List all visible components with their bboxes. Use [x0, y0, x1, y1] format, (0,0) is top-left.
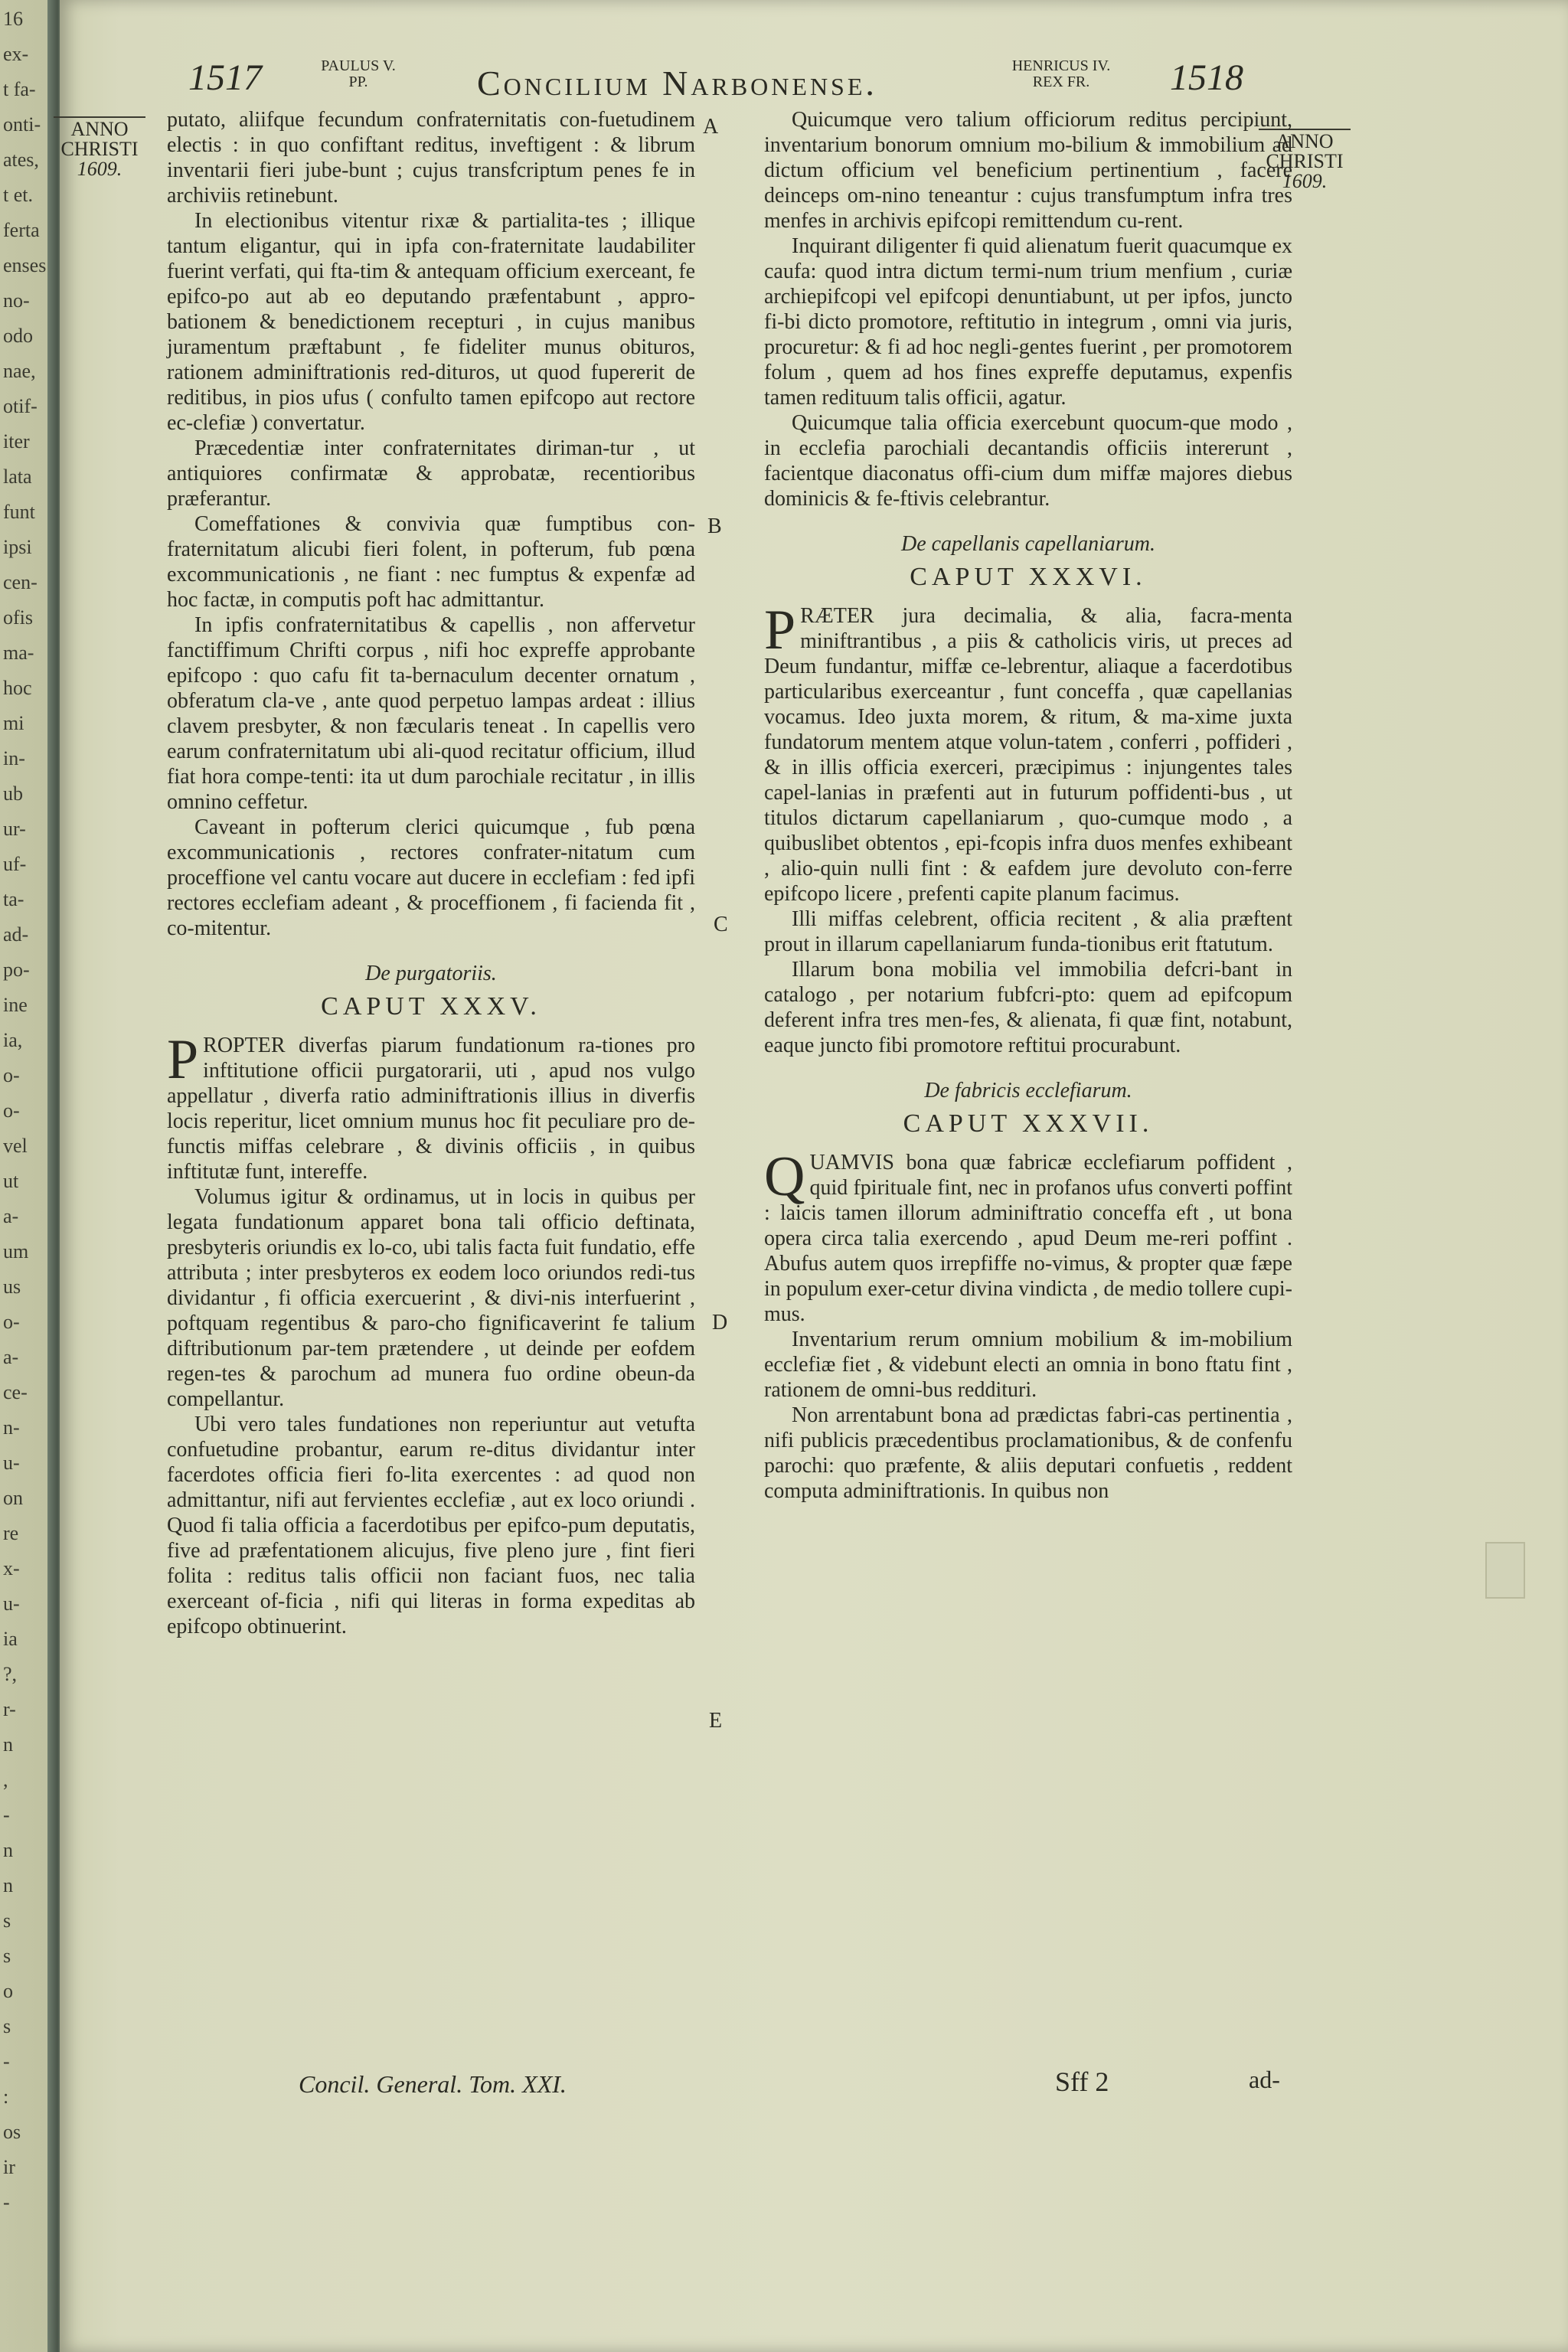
previous-page-fragment: - [3, 2191, 10, 2213]
book-page [60, 0, 1568, 2352]
previous-page-fragment: a- [3, 1346, 19, 1368]
paragraph: In electionibus vitentur rixæ & partialita-tes ; illique tantum eligantur, qui in ipfa con-fraternitate laudabiliter fuerint verfati, qui fta-tim & antequam officium exerceant, fe epifco-po aut ab eo deputando præfentabunt , appro-bationem & benedictionem recepturi , in cujus manibus juramentum præftabunt , fe fideliter munus obituros, rationem adminiftrationis red-dituros, ut quod fupererit de reditibus, in pios ufus ( confulto tamen epifcopo aut rectore ec-clefiæ ) convertatur. [167, 209, 695, 435]
previous-page-fragment: o [3, 1980, 13, 2002]
previous-page-fragment: s [3, 1945, 11, 1967]
previous-page-fragment: x- [3, 1557, 20, 1579]
paragraph: Inventarium rerum omnium mobilium & im-mobilium ecclefiæ fiet , & videbunt electi an omnia in bono ftatu fint , rationem de omni-bus reddituri. [764, 1328, 1292, 1402]
chapter-heading: CAPUT XXXVII. [903, 1109, 1154, 1138]
paragraph: Volumus igitur & ordinamus, ut in locis in quibus per legata fundationum apparet bona tali officio deftinata, presbyteris oriundis ex lo-co, ubi talis facta fuit fundatio, effe attributa ; inter presbyteros ex eodem loco oriundos redi-tus dividantur , fi officia exercuerint , & divi-nis interfuerint , poftquam regentibus & paro-cho fignificaverint fe talium diftributionum par-tem prætendere , ut deinde per eofdem regen-tes & parochum ad munera fuo ordine obeun-da compellantur. [167, 1185, 695, 1411]
previous-page-fragment: ad- [3, 923, 29, 946]
previous-page-fragment: u- [3, 1592, 20, 1615]
paragraph: Inquirant diligenter fi quid alienatum fuerit quacumque ex caufa: quod intra dictum termi-num trium menfium , curiæ archiepifcopi vel epifcopi denuntiabunt, ut per ipfos, juncto fi-bi dicto promotore, reftitutio in integrum , omni via juris, procuretur: & fi ad hoc negli-gentes fuerint , per promotorem folum , quem ad hos fines expreffe deputamus, expenfis tamen redituum talis officii, agatur. [764, 234, 1292, 410]
running-title: Concilium Narbonense. [477, 64, 877, 103]
paragraph: Caveant in pofterum clerici quicumque , fub pœna excommunicationis , rectores confrater-nitatum cum proceffione vel cantu vocare aut ducere in ecclefiam : fed ipfi rectores ecclefiam adeant , & proceffionem , fi facienda fit , co-mitentur. [167, 815, 695, 940]
previous-page-fragment: ex- [3, 43, 29, 65]
page-number-right: 1518 [1170, 57, 1243, 98]
paragraph: Illi miffas celebrent, officia recitent , & alia præftent prout in illarum capellaniarum funda-tionibus erit ftatutum. [764, 907, 1292, 956]
left-column [167, 107, 695, 1639]
previous-page-fragment: o- [3, 1064, 20, 1086]
previous-page-fragment: n [3, 1874, 13, 1896]
previous-page-fragment: uf- [3, 853, 27, 875]
paragraph: putato, aliifque fecundum confraternitatis con-fuetudinem electis : in quo confiftant reditus, inveftigent : & librum inventarii fieri jube-bunt ; cujus transfcriptum penes fe in archiviis retinebunt. [167, 108, 695, 207]
previous-page-fragment: t et. [3, 184, 33, 206]
paragraph: In ipfis confraternitatibus & capellis , non affervetur fanctiffimum Chrifti corpus , nifi hoc expreffe approbante epifcopo : quo cafu fit ta-bernaculum decenter ornatum , obferatum cla-ve , ante quod perpetuo lampas ardeat : illius clavem presbyter, & non fæcularis teneat . In capellis vero earum confraternitatum ubi ali-quod recitatur officium, illud fiat hora compe-tenti: ita ut dum parochiale recitatur , in illis omnino ceffetur. [167, 613, 695, 814]
paragraph: PRÆTER jura decimalia, & alia, facra-menta miniftrantibus , a piis & catholicis viris, ut preces ad Deum fundantur, miffæ ce-lebrentur, aliaque a facerdotibus particularibus exerceantur , funt conceffa , quæ capellanias vocamus. Ideo juxta morem, & ritum, & ma-xime juxta fundatorum mentem atque volun-tatem , conferri , poffideri , & in illis officia exerceri, præcipimus : injungentes tales capel-lanias in præfenti aut in futurum poffidenti-bus , ut titulos dictarum capellaniarum , quo-cumque modo , a quibuslibet obtentos , epi-fcopis infra duos menfes exhibeant , alio-quin nulli fint : & eafdem jure devoluto con-ferre epifcopo licere , prefenti capite planum facimus. [764, 599, 1292, 906]
previous-page-fragment: otif- [3, 395, 38, 417]
previous-page-fragment: um [3, 1240, 29, 1263]
previous-page-fragment: r- [3, 1698, 16, 1720]
drop-cap: P [764, 599, 796, 662]
previous-page-fragment: hoc [3, 677, 32, 699]
previous-page-fragment: us [3, 1276, 21, 1298]
margin-letter-d: D [712, 1311, 728, 1334]
header-pope: PAULUS V. PP. [321, 57, 396, 90]
page-header [60, 46, 1568, 107]
previous-page-fragment: ur- [3, 818, 26, 840]
previous-page-fragment: ipsi [3, 536, 32, 558]
previous-page-fragment: o- [3, 1311, 20, 1333]
paragraph: Quicumque vero talium officiorum reditus percipiunt, inventarium bonorum omnium mo-bilium & immobilium ad dictum officium vel beneficium pertinentium , facere deinceps om-nino teneantur : cujus transfumptum infra tres menfes in archivis epifcopi remittendum cu-rent. [764, 108, 1292, 233]
paragraph: Quicumque talia officia exercebunt quocum-que modo , in ecclefia parochiali decantandis officiis intererunt , facientque diaconatus offi-cium dum miffæ majores diebus dominicis & fe-ftivis celebrantur. [764, 411, 1292, 511]
previous-page-fragment: enses [3, 254, 47, 276]
previous-page-fragment: - [3, 1804, 10, 1826]
drop-cap: P [167, 1028, 199, 1091]
previous-page-fragment: ?, [3, 1663, 18, 1685]
margin-letter-c: C [714, 913, 728, 936]
previous-page-fragment: ferta [3, 219, 40, 241]
previous-page-fragment: ir [3, 2156, 15, 2178]
previous-page-fragment: - [3, 2050, 10, 2073]
paragraph: PROPTER diverfas piarum fundationum ra-tiones pro inftitutione officii purgatorarii, uti , apud nos vulgo appellatur , diverfa ratio adminiftrationis illius in diverfis locis reperitur, licet omnium munus hoc fit peculiare pro de-functis miffas celebrare , & divinis officiis , in quibus inftitutæ funt, intereffe. [167, 1028, 695, 1184]
previous-page-fragment: ofis [3, 606, 33, 629]
previous-page-fragment: n- [3, 1416, 20, 1439]
anno-christi-left: ANNO CHRISTI 1609. [54, 116, 145, 179]
previous-page-fragment: : [3, 2086, 9, 2108]
anno-christi-right: ANNO CHRISTI 1609. [1259, 129, 1351, 191]
previous-page-fragment: nae, [3, 360, 36, 382]
chapter-heading: CAPUT XXXVI. [910, 563, 1147, 591]
page-number-left: 1517 [188, 57, 262, 98]
paragraph: Illarum bona mobilia vel immobilia defcri-bant in catalogo , per notarium fubfcri-pto: quem ad epifcopum deferent infra tres men-fes, & alienata, fi quæ fint, notabunt, eaque juncto fibi promotore reftitui procurabunt. [764, 958, 1292, 1057]
drop-cap: Q [764, 1145, 805, 1208]
paragraph: Comeffationes & convivia quæ fumptibus con-fraternitatum alicubi fieri folent, in pofterum, fub pœna excommunicationis , ne fiant : nec fumptus & expenfæ ad hoc factæ, in computis poft hac admittantur. [167, 512, 695, 612]
previous-page-fragment: s [3, 2015, 11, 2037]
previous-page-fragment: mi [3, 712, 24, 734]
previous-page-fragment: vel [3, 1135, 28, 1157]
margin-letter-b: B [707, 514, 722, 538]
previous-page-fragment: ut [3, 1170, 19, 1192]
previous-page-fragment: u- [3, 1452, 20, 1474]
previous-page-fragment: n [3, 1733, 13, 1756]
footer-volume-title: Concil. General. Tom. XXI. [299, 2070, 567, 2098]
previous-page-fragment: ta- [3, 888, 24, 910]
paragraph: Præcedentiæ inter confraternitates diriman-tur , ut antiquiores confirmatæ & approbatæ, recentioribus præferantur. [167, 436, 695, 511]
section-title: De fabricis ecclefiarum. [924, 1079, 1132, 1102]
previous-page-fragment: ia, [3, 1029, 23, 1051]
previous-page-fragment: re [3, 1522, 19, 1544]
previous-page-fragment: on [3, 1487, 23, 1509]
previous-page-fragment: iter [3, 430, 30, 452]
footer-signature-mark: Sff 2 [1055, 2066, 1109, 2097]
library-stamp-mark [1485, 1542, 1525, 1599]
previous-page-fragment: os [3, 2121, 21, 2143]
previous-page-fragment: 16 [3, 8, 23, 30]
previous-page-fragment: n [3, 1839, 13, 1861]
margin-letter-a: A [703, 115, 719, 139]
previous-page-fragment: no- [3, 289, 30, 312]
previous-page-fragment: a- [3, 1205, 19, 1227]
previous-page-fragment: ates, [3, 149, 39, 171]
previous-page-fragment: onti- [3, 113, 41, 136]
previous-page-fragment: odo [3, 325, 33, 347]
paragraph: Ubi vero tales fundationes non reperiuntur aut vetufta confuetudine probantur, earum re-ditus dividantur inter facerdotes officia fieri fo-lita exercentes : ad quod non admittantur, nifi aut fervientes ecclefiæ , aut ex loco oriundi . Quod fi talia officia a facerdotibus per epifco-pum deputatis, five ad præfentationem alicujus, five pleno jure , fint fieri folita : reditus talis officii non faciant fuos, nec talia exerceant of-ficia , nifi qui literas in forma expeditas ab epifcopo obtinuerint. [167, 1413, 695, 1638]
previous-page-fragment: funt [3, 501, 35, 523]
chapter-heading: CAPUT XXXV. [321, 992, 541, 1021]
footer-catchword: ad- [1249, 2066, 1280, 2093]
previous-page-fragment: ine [3, 994, 28, 1016]
section-title: De purgatoriis. [365, 962, 497, 985]
previous-page-fragment: ia [3, 1628, 18, 1650]
paragraph: Non arrentabunt bona ad prædictas fabri-cas pertinentia , nifi publicis præcedentibus proclamationibus, & de confenfu parochi: quo præfente, & aliis deputari confuetis , reddent computa adminiftrationis. In quibus non [764, 1403, 1292, 1503]
previous-page-fragment: in- [3, 747, 25, 769]
section-title: De capellanis capellaniarum. [900, 532, 1156, 556]
margin-letter-e: E [709, 1709, 723, 1733]
previous-page-fragment: s [3, 1909, 11, 1932]
previous-page-fragment: o- [3, 1099, 20, 1122]
right-column [764, 107, 1292, 1504]
previous-page-fragment: ma- [3, 642, 34, 664]
previous-page-fragment: ub [3, 782, 23, 805]
previous-page-fragment: , [3, 1769, 8, 1791]
previous-page-fragment: lata [3, 466, 32, 488]
previous-page-fragment: ce- [3, 1381, 28, 1403]
header-king: HENRICUS IV. REX FR. [1011, 57, 1111, 90]
previous-page-fragment: cen- [3, 571, 38, 593]
previous-page-fragment: po- [3, 959, 30, 981]
paragraph: QUAMVIS bona quæ fabricæ ecclefiarum poffident , quid fpirituale fint, nec in profanos ufus converti poffint : laicis tamen illorum adminiftratio conceffa eft , ut bona opera circa talia exercendo , apud Deum me-reri poffint . Abufus autem quos irrepfiffe no-vimus, & propter quæ fæpe in populum exer-cetur divina vindicta , de medio tollere cupi-mus. [764, 1145, 1292, 1326]
previous-page-fragment: t fa- [3, 78, 36, 100]
